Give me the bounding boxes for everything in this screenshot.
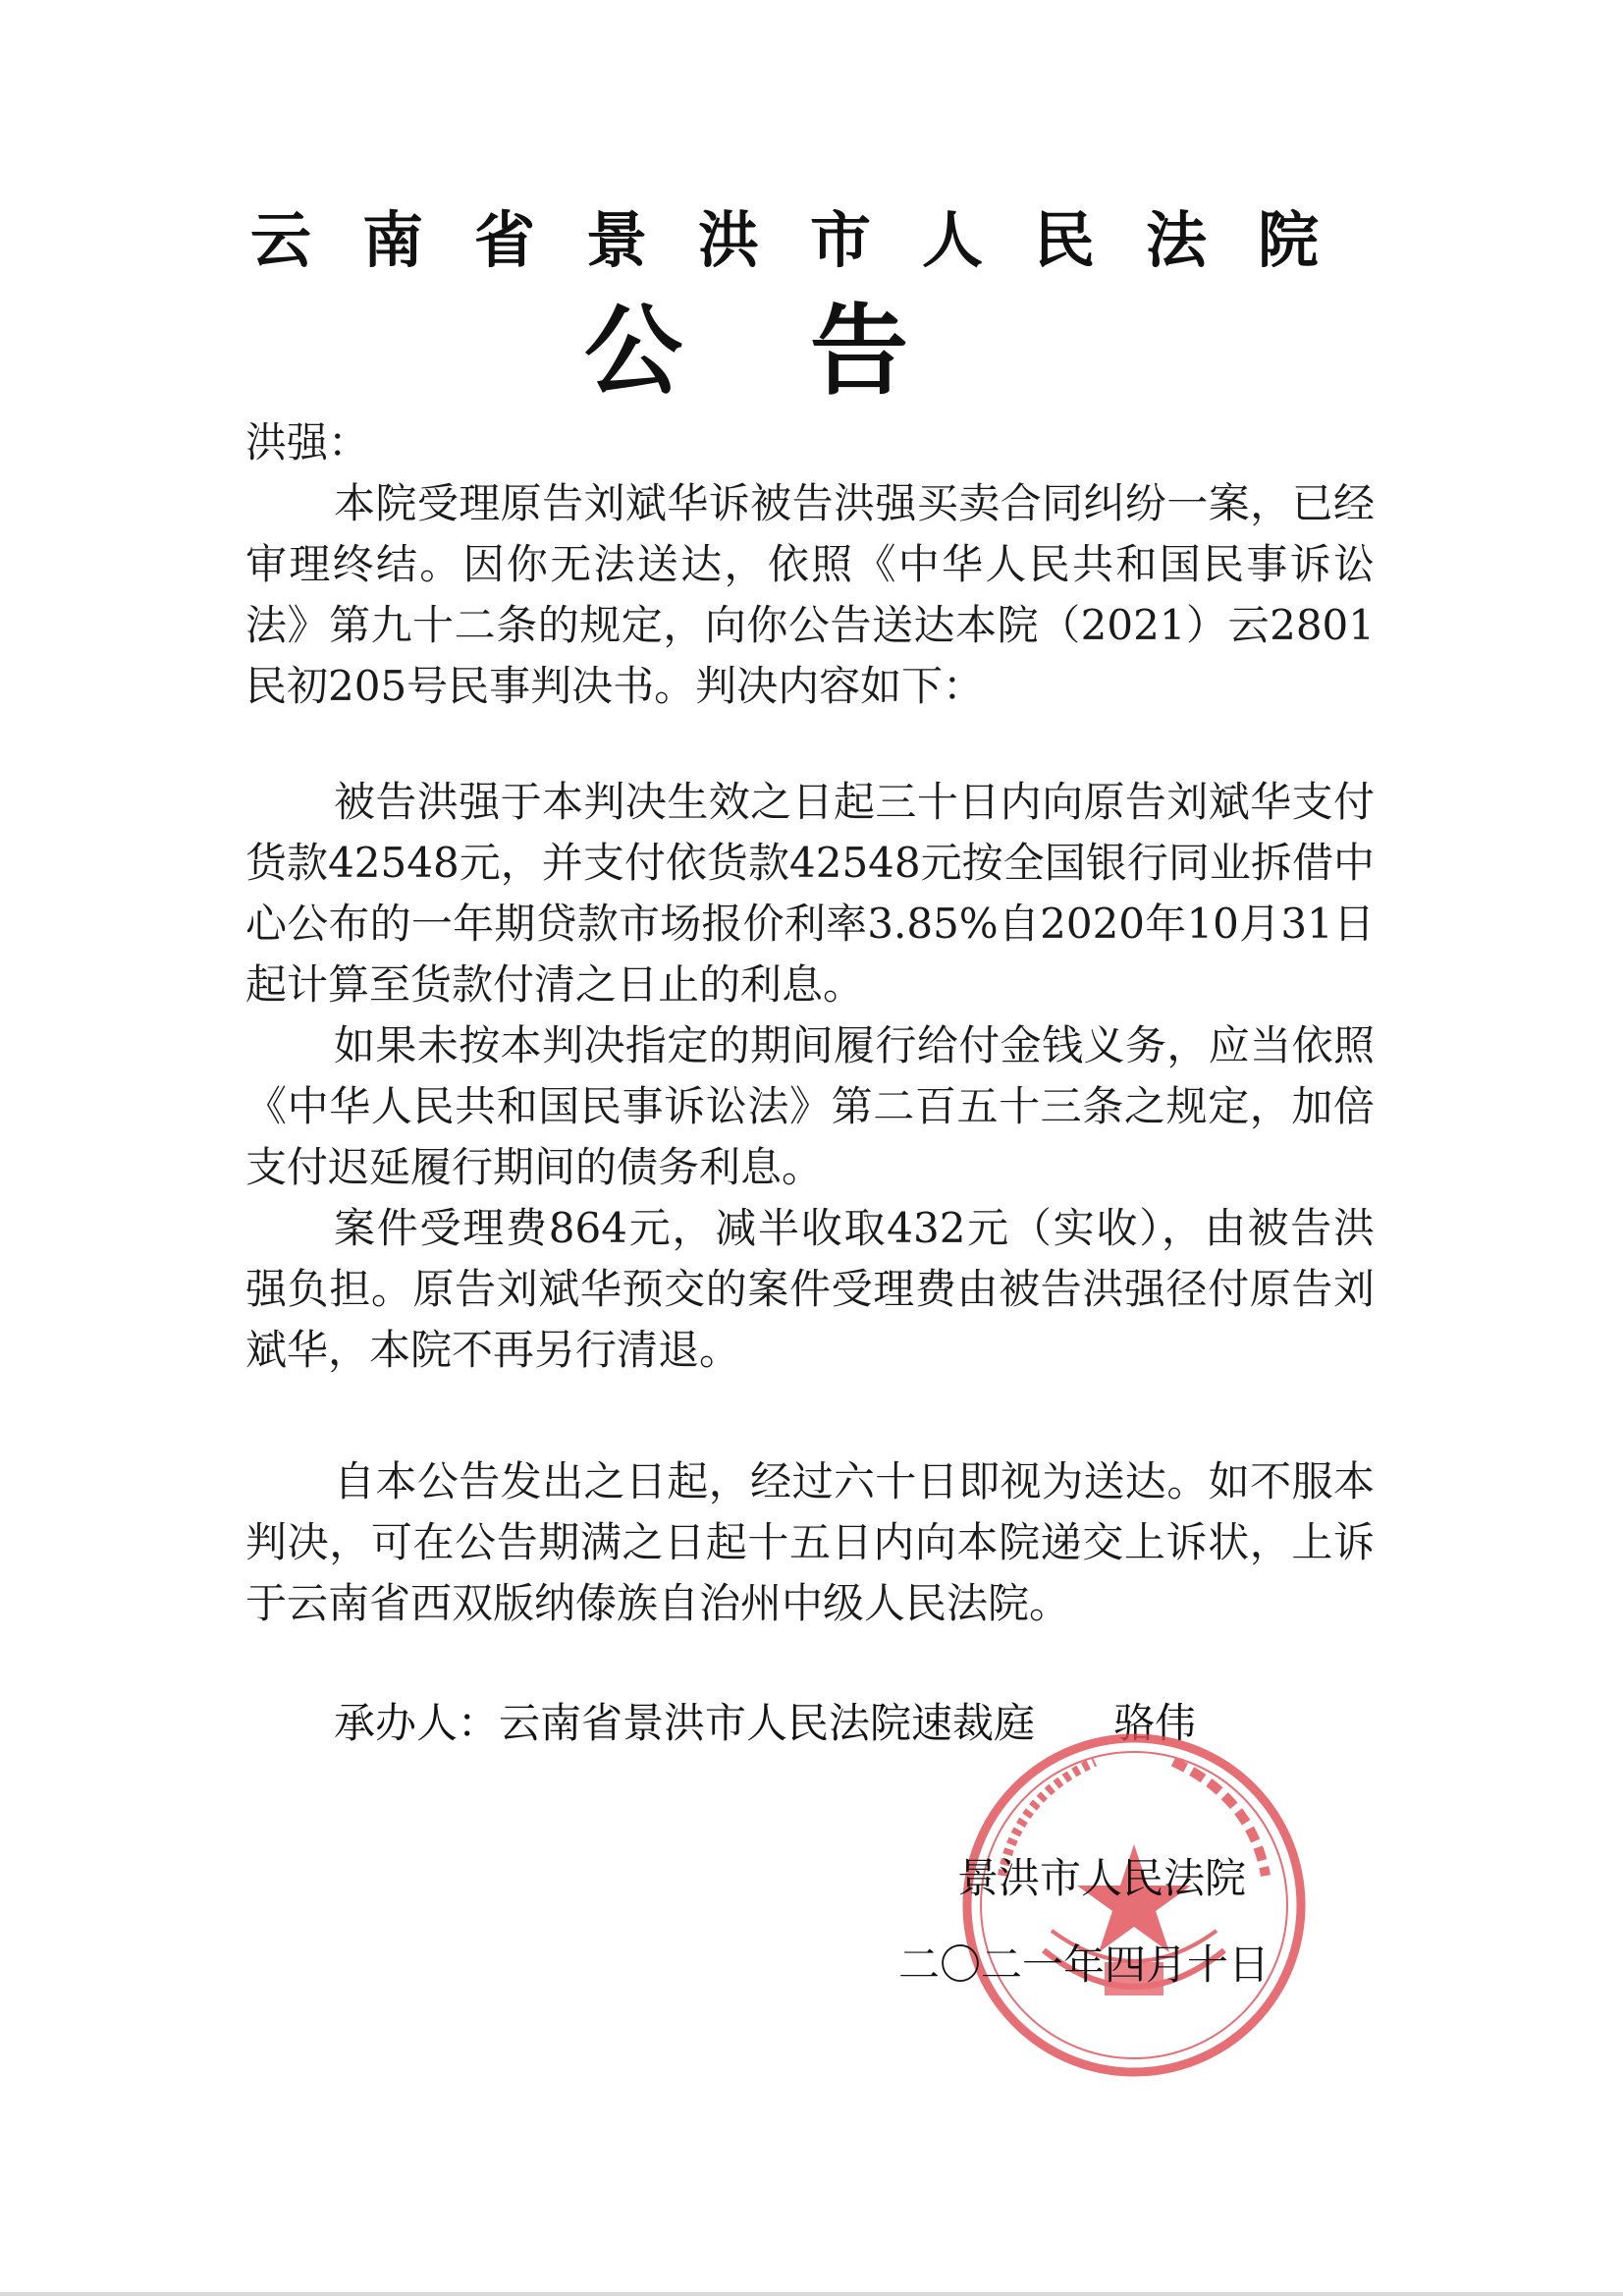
ruling-paragraph-1: 被告洪强于本判决生效之日起三十日内向原告刘斌华支付货款42548元，并支付依货款42548元按全国银行同业拆借中心公布的一年期贷款市场报价利率3.85%自2020年10月31日起计算至货款付清之日止的利息。 [245,778,1375,1009]
notice-title: 公告 [584,294,1036,409]
notice-body [245,412,1375,1634]
ruling-paragraph-2: 如果未按本判决指定的期间履行给付金钱义务，应当依照《中华人民共和国民事诉讼法》第二百五十三条之规定，加倍支付迟延履行期间的债务利息。 [245,1021,1375,1191]
scan-edge [0,2292,1623,2296]
ruling-paragraph-3: 案件受理费864元，减半收取432元（实收），由被告洪强负担。原告刘斌华预交的案件受理费由被告洪强径付原告刘斌华，本院不再另行清退。 [245,1204,1375,1374]
handler-name: 骆伟 [1113,1699,1197,1747]
signing-date: 二〇二一年四月十日 [898,1941,1271,1989]
court-name-heading: 云南省景洪市人民法院 [249,204,1370,276]
addressee: 洪强： [245,418,370,466]
signing-court: 景洪市人民法院 [957,1854,1247,1902]
intro-paragraph: 本院受理原告刘斌华诉被告洪强买卖合同纠纷一案，已经审理终结。因你无法送达，依照《中华人民共和国民事诉讼法》第九十二条的规定，向你公告送达本院（2021）云2801民初205号民事判决书。判决内容如下： [245,479,1375,710]
handler-label: 承办人：云南省景洪市人民法院速裁庭 [334,1699,1036,1747]
appeal-paragraph: 自本公告发出之日起，经过六十日即视为送达。如不服本判决，可在公告期满之日起十五日内向本院递交上诉状，上诉于云南省西双版纳傣族自治州中级人民法院。 [245,1457,1375,1627]
